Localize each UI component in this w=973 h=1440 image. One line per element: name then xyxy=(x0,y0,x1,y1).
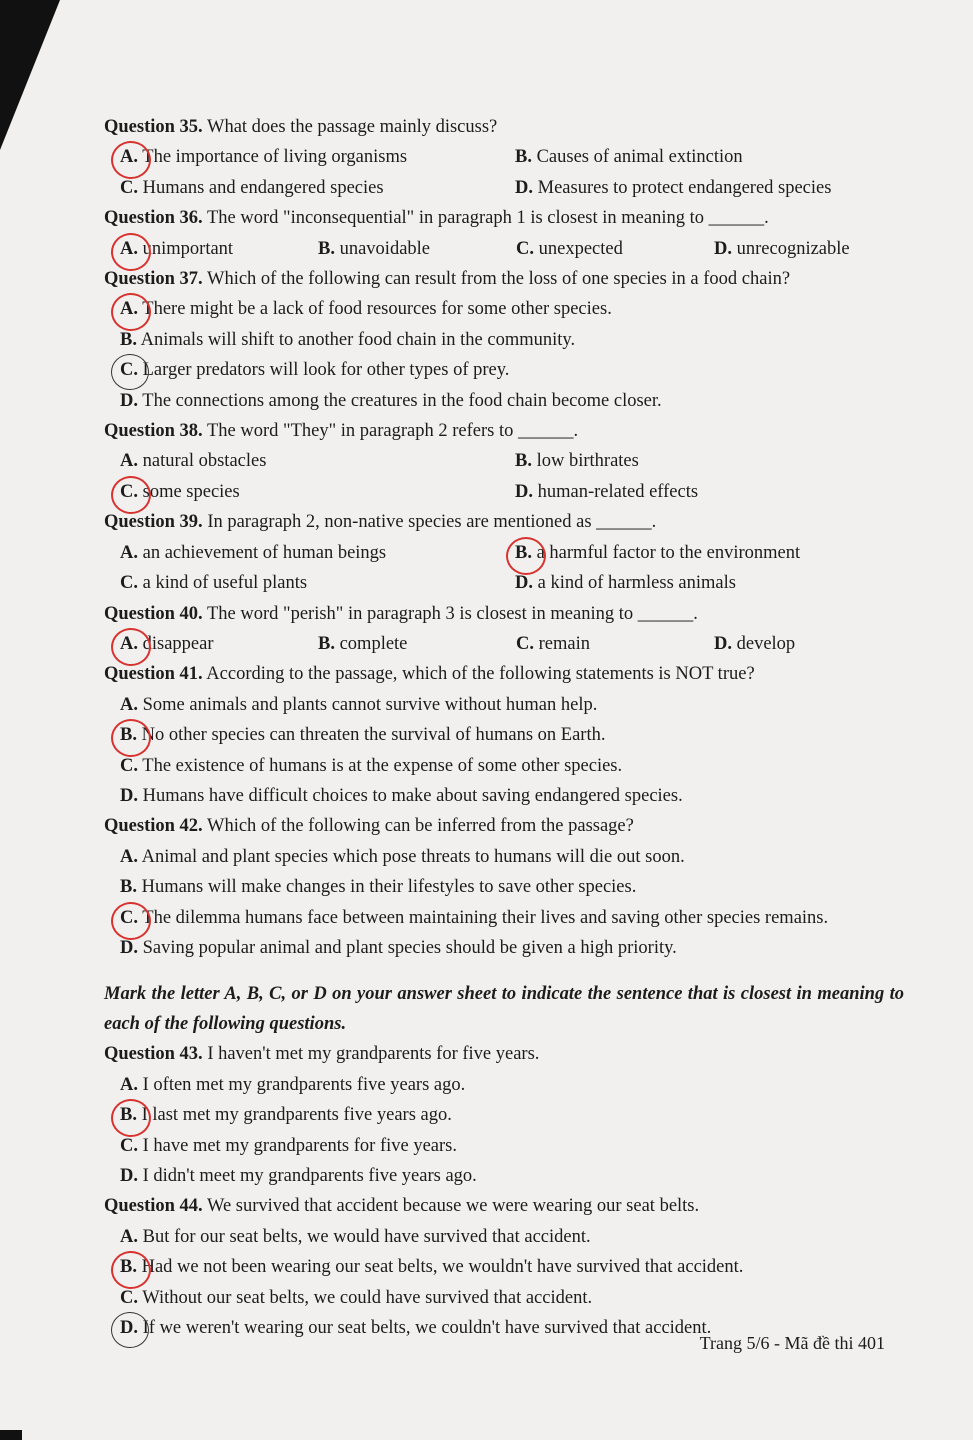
option-36-b[interactable]: B. unavoidable xyxy=(318,238,431,259)
options-38-row2 xyxy=(104,477,904,507)
option-44-a[interactable]: A. But for our seat belts, we would have survived that accident. xyxy=(120,1226,591,1247)
option-44-b[interactable]: B. Had we not been wearing our seat belts, we wouldn't have survived that accident. xyxy=(120,1257,744,1278)
question-35: Question 35. What does the passage mainly discuss? xyxy=(104,117,498,137)
question-44: Question 44. We survived that accident because we were wearing our seat belts. xyxy=(104,1196,700,1217)
option-40-b[interactable]: B. complete xyxy=(318,633,408,654)
option-37-d[interactable]: D. The connections among the creatures in the food chain become closer. xyxy=(120,390,662,411)
option-42-b[interactable]: B. Humans will make changes in their lifestyles to save other species. xyxy=(120,877,637,898)
options-39 xyxy=(104,538,904,568)
photo-corner-shadow xyxy=(0,0,60,150)
option-43-c[interactable]: C. I have met my grandparents for five years. xyxy=(120,1135,457,1156)
section-instruction: Mark the letter A, B, C, or D on your answer sheet to indicate the sentence that is closest in meaning to each of the following questions. xyxy=(104,984,904,1035)
option-40-c[interactable]: C. remain xyxy=(516,633,590,654)
question-39: Question 39. In paragraph 2, non-native species are mentioned as ______. xyxy=(104,512,657,533)
option-36-d[interactable]: D. unrecognizable xyxy=(714,238,850,259)
question-43: Question 43. I haven't met my grandparents for five years. xyxy=(104,1044,540,1065)
option-36-c[interactable]: C. unexpected xyxy=(516,238,623,259)
photo-bottom-mark xyxy=(0,1430,22,1440)
option-37-a[interactable]: A. There might be a lack of food resources for some other species. xyxy=(120,299,612,320)
option-44-d[interactable]: D. If we weren't wearing our seat belts, we couldn't have survived that accident. xyxy=(120,1318,712,1339)
option-43-d[interactable]: D. I didn't meet my grandparents five years ago. xyxy=(120,1166,477,1186)
page-footer: Trang 5/6 - Mã đề thi 401 xyxy=(699,1333,885,1353)
option-41-a[interactable]: A. Some animals and plants cannot survive without human help. xyxy=(120,694,598,715)
option-37-c[interactable]: C. Larger predators will look for other types of prey. xyxy=(120,360,510,381)
option-41-d[interactable]: D. Humans have difficult choices to make about saving endangered species. xyxy=(120,785,683,806)
question-37: Question 37. Which of the following can result from the loss of one species in a food chain? xyxy=(104,269,791,290)
option-38-c[interactable]: C. some species xyxy=(120,481,240,502)
question-36: Question 36. The word "inconsequential" in paragraph 1 is closest in meaning to ______. xyxy=(104,208,769,229)
options-35 xyxy=(104,142,904,172)
option-44-c[interactable]: C. Without our seat belts, we could have survived that accident. xyxy=(120,1287,593,1308)
option-39-c[interactable]: C. a kind of useful plants xyxy=(120,573,308,594)
option-39-a[interactable]: A. an achievement of human beings xyxy=(120,542,387,563)
option-35-d[interactable]: D. Measures to protect endangered species xyxy=(515,177,832,198)
option-41-c[interactable]: C. The existence of humans is at the expense of some other species. xyxy=(120,755,623,776)
option-35-c[interactable]: C. Humans and endangered species xyxy=(120,177,384,198)
option-38-b[interactable]: B. low birthrates xyxy=(515,451,639,472)
option-40-a[interactable]: A. disappear xyxy=(120,633,214,654)
option-42-c[interactable]: C. The dilemma humans face between maintaining their lives and saving other species remains. xyxy=(120,907,829,928)
option-39-b[interactable]: B. a harmful factor to the environment xyxy=(515,542,801,563)
option-43-b[interactable]: B. I last met my grandparents five years ago. xyxy=(120,1105,452,1126)
options-40 xyxy=(104,629,904,659)
option-40-d[interactable]: D. develop xyxy=(714,633,796,654)
option-35-b[interactable]: B. Causes of animal extinction xyxy=(515,147,743,168)
option-38-d[interactable]: D. human-related effects xyxy=(515,481,699,502)
question-38: Question 38. The word "They" in paragraph 2 refers to ______. xyxy=(104,421,579,442)
question-41: Question 41. According to the passage, which of the following statements is NOT true? xyxy=(104,664,755,685)
option-42-a[interactable]: A. Animal and plant species which pose threats to humans will die out soon. xyxy=(120,846,685,867)
option-35-a[interactable]: A. The importance of living organisms xyxy=(120,147,408,168)
option-38-a[interactable]: A. natural obstacles xyxy=(120,451,267,472)
options-35-row2 xyxy=(104,173,904,203)
option-42-d[interactable]: D. Saving popular animal and plant species should be given a high priority. xyxy=(120,937,677,958)
option-41-b[interactable]: B. No other species can threaten the survival of humans on Earth. xyxy=(120,725,606,746)
option-43-a[interactable]: A. I often met my grandparents five years ago. xyxy=(120,1074,466,1095)
option-37-b[interactable]: B. Animals will shift to another food chain in the community. xyxy=(120,329,576,350)
question-42: Question 42. Which of the following can be inferred from the passage? xyxy=(104,816,634,837)
options-39-row2 xyxy=(104,568,904,598)
option-39-d[interactable]: D. a kind of harmless animals xyxy=(515,573,736,594)
option-36-a[interactable]: A. unimportant xyxy=(120,238,234,259)
question-40: Question 40. The word "perish" in paragraph 3 is closest in meaning to ______. xyxy=(104,603,698,624)
options-38 xyxy=(104,446,904,476)
exam-page xyxy=(104,112,904,1343)
options-36 xyxy=(104,234,904,264)
